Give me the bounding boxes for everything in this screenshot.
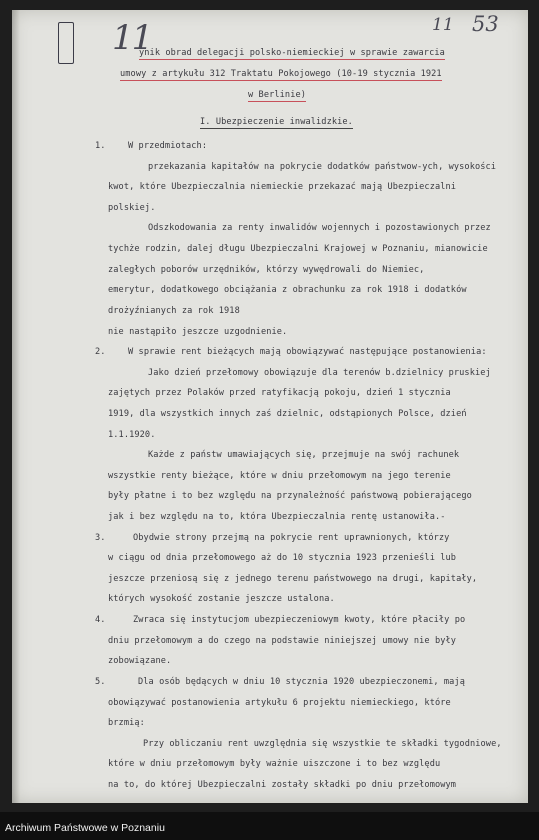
body-line xyxy=(148,450,459,460)
body-line xyxy=(108,636,456,646)
handwritten-page-number-b: 53 xyxy=(472,12,499,36)
line-text: W przedmiotach: xyxy=(128,141,208,151)
line-text: na to, do której Ubezpieczalni zostały składki po dniu przełomowym xyxy=(108,780,457,790)
line-text: drożyźnianych za rok 1918 xyxy=(108,305,240,316)
line-text: przekazania kapitałów na pokrycie dodatków państwow-ych, wysokości xyxy=(148,161,497,172)
line-text: Przy obliczaniu rent uwzględnia się wszystkie te składki tygodniowe, xyxy=(143,738,502,749)
body-line xyxy=(108,574,477,584)
line-text: Zwraca się instytucjom ubezpieczeniowym kwoty, które płaciły po xyxy=(133,615,466,626)
body-line xyxy=(108,203,155,213)
title-line-2-text: umowy z artykułu 312 Traktatu Pokojowego (10-19 stycznia 1921 xyxy=(120,69,442,79)
body-line xyxy=(108,285,467,295)
body-line xyxy=(128,141,207,151)
body-line xyxy=(148,368,491,378)
body-line xyxy=(108,409,467,419)
body-line xyxy=(108,491,472,501)
line-text: wszystkie renty bieżące, które w dniu przełomowym na jego terenie xyxy=(108,470,451,481)
archive-label: Archiwum Państwowe w Poznaniu xyxy=(5,822,165,834)
body-line xyxy=(108,553,456,563)
body-line xyxy=(143,739,502,749)
line-text: zaległych poborów urzędników, którzy wywędrowali do Niemiec, xyxy=(108,264,425,275)
handwritten-left-mark: 11 xyxy=(112,18,152,58)
body-line xyxy=(133,533,449,543)
line-text: tychże rodzin, dalej długu Ubezpieczalni Krajowej w Poznaniu, mianowicie xyxy=(108,244,488,255)
body-line xyxy=(108,430,155,440)
body-line xyxy=(108,698,451,708)
line-text: W sprawie rent bieżących mają obowiązywać następujące postanowienia: xyxy=(128,347,487,358)
page-edge-shadow xyxy=(12,10,20,803)
title-line-3 xyxy=(248,90,306,100)
line-text: dniu przełomowym a do czego na podstawie niniejszej umowy nie były xyxy=(108,635,457,646)
body-line xyxy=(138,677,465,687)
line-text: brzmią: xyxy=(108,718,145,729)
line-text: w ciągu od dnia przełomowego aż do 10 stycznia 1923 przenieśli lub xyxy=(108,553,457,564)
binding-hole-mark xyxy=(58,22,74,64)
title-line-1 xyxy=(139,48,445,58)
line-text: Dla osób będących w dniu 10 stycznia 1920 ubezpieczonemi, mają xyxy=(138,676,465,687)
title-line-3-text: w Berlinie) xyxy=(248,90,307,100)
line-text: polskiej. xyxy=(108,202,156,213)
line-text: nie nastąpiło jeszcze uzgodnienie. xyxy=(108,326,288,337)
line-text: Odszkodowania za renty inwalidów wojennych i pozostawionych przez xyxy=(148,223,491,234)
paragraph-number-3: 3. xyxy=(95,532,106,543)
body-line xyxy=(108,244,488,254)
line-text: zobowiązane. xyxy=(108,656,172,667)
line-text: były płatne i to bez względu na przynależność państwową pobierającego xyxy=(108,491,472,502)
line-text: których wysokość zostanie jeszcze ustalona. xyxy=(108,594,335,605)
line-text: 1.1.1920. xyxy=(108,429,156,440)
section-heading-text: I. Ubezpieczenie inwalidzkie. xyxy=(200,117,353,127)
body-line xyxy=(108,265,424,275)
body-line xyxy=(108,759,440,769)
body-line xyxy=(108,718,145,728)
body-line xyxy=(108,327,287,337)
section-heading xyxy=(200,117,353,127)
title-line-2 xyxy=(120,69,442,79)
body-line xyxy=(108,594,335,604)
line-text: zajętych przez Polaków przed ratyfikacją pokoju, dzień 1 stycznia xyxy=(108,388,451,399)
paragraph-number-1: 1. xyxy=(95,141,106,151)
line-text: 1919, dla wszystkich innych zaś dzielnic, odstąpionych Polsce, dzień xyxy=(108,408,467,419)
line-text: kwot, które Ubezpieczalnia niemieckie przekazać mają Ubezpieczalni xyxy=(108,182,457,193)
body-line xyxy=(108,306,240,316)
line-text: Obydwie strony przejmą na pokrycie rent uprawnionych, którzy xyxy=(133,532,450,543)
body-line xyxy=(128,347,487,357)
line-text: Każde z państw umawiających się, przejmuje na swój rachunek xyxy=(148,450,460,461)
paragraph-number-5: 5. xyxy=(95,676,106,687)
body-line xyxy=(108,182,456,192)
line-text: jeszcze przeniosą się z jednego terenu państwowego na drugi, kapitały, xyxy=(108,573,478,584)
line-text: obowiązywać postanowienia artykułu 6 projektu niemieckiego, które xyxy=(108,697,451,708)
body-line xyxy=(108,512,446,522)
paragraph-number-2: 2. xyxy=(95,347,106,358)
line-text: emerytur, dodatkowego obciążania z obrachunku za rok 1918 i dodatków xyxy=(108,285,467,296)
handwritten-page-number-a: 11 xyxy=(432,15,454,35)
body-line xyxy=(108,388,451,398)
line-text: Jako dzień przełomowy obowiązuje dla terenów b.dzielnicy pruskiej xyxy=(148,367,491,378)
body-line xyxy=(108,471,451,481)
title-line-1-text: ynik obrad delegacji polsko-niemieckiej w sprawie zawarcia xyxy=(139,48,445,58)
body-line xyxy=(108,780,456,790)
body-line xyxy=(133,615,465,625)
body-line xyxy=(148,162,496,172)
body-line xyxy=(148,223,491,233)
line-text: jak i bez względu na to, która Ubezpieczalnia rentę ustanowiła.- xyxy=(108,512,446,523)
body-line xyxy=(108,656,171,666)
paragraph-number-4: 4. xyxy=(95,615,106,626)
line-text: które w dniu przełomowym były ważnie uiszczone i to bez względu xyxy=(108,759,441,770)
